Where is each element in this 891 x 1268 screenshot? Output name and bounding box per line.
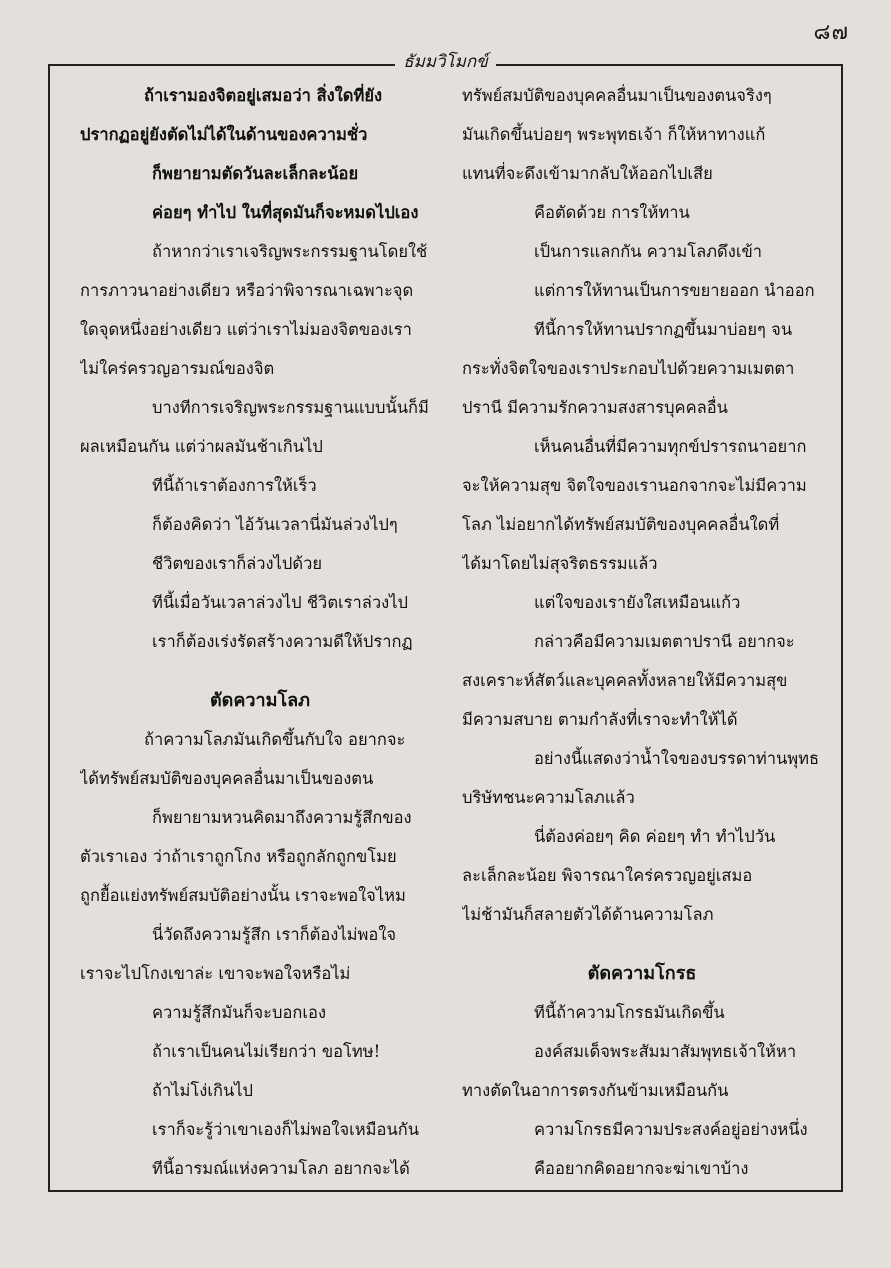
text-line: ผลเหมือนกัน แต่ว่าผลมันช้าเกินไป [80,437,323,456]
text-line: การภาวนาอย่างเดียว หรือว่าพิจารณาเฉพาะจุด [80,281,414,300]
text-line: ได้มาโดยไม่สุจริตธรรมแล้ว [462,554,658,573]
text-line: ถ้าความโลภมันเกิดขึ้นกับใจ อยากจะ [144,730,406,749]
text-line: เราก็จะรู้ว่าเขาเองก็ไม่พอใจเหมือนกัน [152,1120,419,1139]
text-line: เป็นการแลกกัน ความโลภดึงเข้า [534,242,763,261]
text-line: มันเกิดขึ้นบ่อยๆ พระพุทธเจ้า ก็ให้หาทางแก้ [462,125,766,144]
text-line: ไม่ใคร่ครวญอารมณ์ของจิต [80,359,275,378]
text-line: เราก็ต้องเร่งรัดสร้างความดีให้ปรากฏ [152,632,413,651]
text-line: นี่ต้องค่อยๆ คิด ค่อยๆ ทำ ทำไปวัน [534,827,776,846]
text-line: ใดจุดหนึ่งอย่างเดียว แต่ว่าเราไม่มองจิตของเรา [80,320,412,339]
text-line: ถ้าเราเป็นคนไม่เรียกว่า ขอโทษ! [152,1042,381,1061]
text-line: ถ้าเรามองจิตอยู่เสมอว่า สิ่งใดที่ยัง [144,86,383,105]
text-line: อย่างนี้แสดงว่าน้ำใจของบรรดาท่านพุทธ [534,749,820,768]
text-line: จะให้ความสุข จิตใจของเรานอกจากจะไม่มีความ [462,476,807,495]
text-line: เห็นคนอื่นที่มีความทุกข์ปรารถนาอยาก [534,437,807,456]
text-line: คืออยากคิดอยากจะฆ่าเขาบ้าง [534,1159,749,1178]
text-line: ไม่ช้ามันก็สลายตัวได้ด้านความโลภ [462,905,714,924]
section-heading: ตัดความโกรธ [587,963,697,984]
paragraph-gap [80,661,440,681]
text-line: ตัวเราเอง ว่าถ้าเราถูกโกง หรือถูกลักถูกขโมย [80,847,397,866]
text-line: แทนที่จะดึงเข้ามากลับให้ออกไปเสีย [462,164,713,183]
text-line: ความโกรธมีความประสงค์อยู่อย่างหนึ่ง [534,1120,808,1139]
text-line: คือตัดด้วย การให้ทาน [534,203,690,222]
text-line: ทีนี้เมื่อวันเวลาล่วงไป ชีวิตเราล่วงไป [152,593,409,612]
paragraph-gap [462,934,822,954]
text-line: แต่ใจของเรายังใสเหมือนแก้ว [534,593,741,612]
left-column [80,76,440,1188]
text-line: องค์สมเด็จพระสัมมาสัมพุทธเจ้าให้หา [534,1042,797,1061]
text-line: แต่การให้ทานเป็นการขยายออก นำออก [534,281,815,300]
page-number: ๘๗ [813,20,849,45]
text-line: ทีนี้ถ้าความโกรธมันเกิดขึ้น [534,1003,725,1022]
text-line: นี่วัดถึงความรู้สึก เราก็ต้องไม่พอใจ [152,925,397,944]
text-line: บริษัทชนะความโลภแล้ว [462,788,635,807]
text-line: ถ้าหากว่าเราเจริญพระกรรมฐานโดยใช้ [152,242,428,261]
text-line: กล่าวคือมีความเมตตาปรานี อยากจะ [534,632,795,651]
text-line: มีความสบาย ตามกำลังที่เราจะทำให้ได้ [462,710,738,729]
text-line: ทีนี้ถ้าเราต้องการให้เร็ว [152,476,317,495]
text-line: ทางตัดในอาการตรงกันข้ามเหมือนกัน [462,1081,729,1100]
section-heading: ตัดความโลภ [209,690,311,711]
text-line: ค่อยๆ ทำไป ในที่สุดมันก็จะหมดไปเอง [152,203,419,222]
text-line: ทรัพย์สมบัติของบุคคลอื่นมาเป็นของตนจริงๆ [462,86,772,105]
text-line: ถูกยื้อแย่งทรัพย์สมบัติอย่างนั้น เราจะพอใจไหม [80,886,406,905]
text-line: ทีนี้อารมณ์แห่งความโลภ อยากจะได้ [152,1159,410,1178]
text-line: โลภ ไม่อยากได้ทรัพย์สมบัติของบุคคลอื่นใดที่ [462,515,780,534]
text-line: ก็พยายามหวนคิดมาถึงความรู้สึกของ [152,808,412,827]
text-line: บางทีการเจริญพระกรรมฐานแบบนั้นก็มี [152,398,429,417]
text-line: สงเคราะห์สัตว์และบุคคลทั้งหลายให้มีความสุข [462,671,788,690]
text-line: ปรานี มีความรักความสงสารบุคคลอื่น [462,398,728,417]
text-line: ละเล็กละน้อย พิจารณาใคร่ครวญอยู่เสมอ [462,866,753,885]
right-column [462,76,822,1188]
text-line: ความรู้สึกมันก็จะบอกเอง [152,1003,327,1022]
text-line: ถ้าไม่โง่เกินไป [152,1081,254,1100]
running-header [0,48,891,75]
running-header-text: ธัมมวิโมกข์ [395,52,496,72]
text-line: ทีนี้การให้ทานปรากฏขึ้นมาบ่อยๆ จน [534,320,793,339]
text-line: เราจะไปโกงเขาล่ะ เขาจะพอใจหรือไม่ [80,964,351,983]
text-line: ปรากฏอยู่ยังตัดไม่ได้ในด้านของความชั่ว [80,125,368,144]
text-line: กระทั่งจิตใจของเราประกอบไปด้วยความเมตตา [462,359,795,378]
text-line: ชีวิตของเราก็ล่วงไปด้วย [152,554,323,573]
text-line: ได้ทรัพย์สมบัติของบุคคลอื่นมาเป็นของตน [80,769,374,788]
text-line: ก็ต้องคิดว่า ไอ้วันเวลานี่มันล่วงไปๆ [152,515,398,534]
text-line: ก็พยายามตัดวันละเล็กละน้อย [152,164,359,183]
